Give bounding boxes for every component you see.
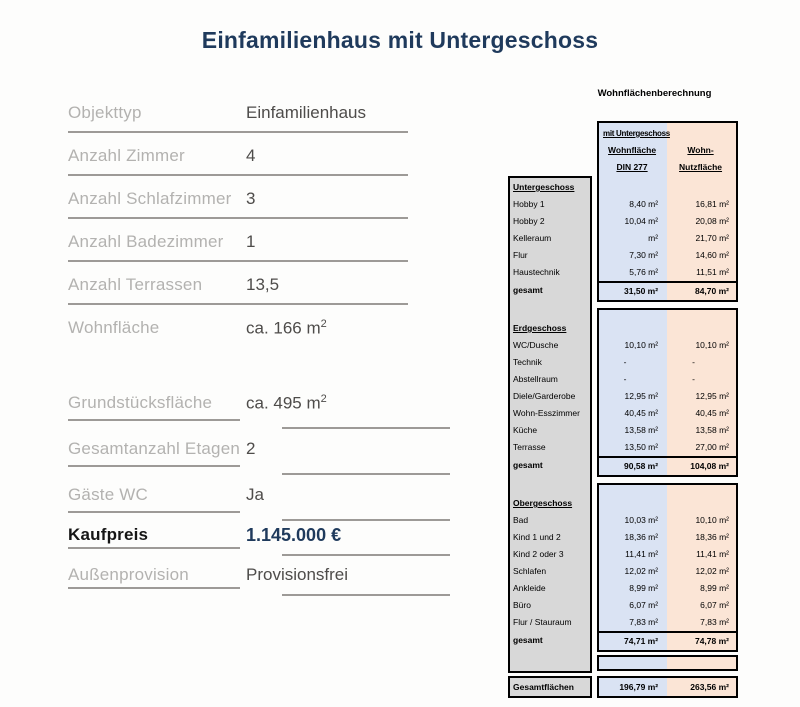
field-label: Anzahl Zimmer: [68, 146, 185, 165]
area-value: m²: [648, 233, 659, 243]
field-row: [68, 388, 450, 434]
room-label: Ankleide: [513, 583, 546, 593]
value-underline: [282, 473, 450, 475]
area-value: 104,08 m²: [690, 461, 729, 471]
section-heading: Erdgeschoss: [513, 323, 567, 333]
area-value: [599, 179, 665, 196]
header-group-label: mit Untergeschoss: [603, 129, 670, 138]
grand-total-values: [597, 676, 738, 698]
room-label: Diele/Garderobe: [513, 391, 576, 401]
area-value: 21,70 m²: [695, 233, 729, 243]
area-value: 7,30 m²: [629, 250, 659, 260]
field-row: [68, 520, 450, 560]
area-value: -: [623, 374, 627, 384]
label-underline: [68, 587, 240, 589]
section-heading: Untergeschoss: [513, 182, 575, 192]
section-total-label: gesamt: [513, 635, 543, 645]
room-label: Kind 1 und 2: [513, 532, 561, 542]
area-value: 40,45 m²: [695, 408, 729, 418]
area-value: 8,99 m²: [700, 583, 729, 593]
room-label: Küche: [513, 425, 538, 435]
spacer-row: [597, 655, 738, 671]
area-value: -: [623, 357, 627, 367]
row-underline: [68, 131, 408, 133]
table-row: [599, 439, 736, 456]
table-header: [599, 123, 736, 179]
table-row: [599, 614, 736, 631]
label-underline: [68, 547, 240, 549]
area-value: 11,41 m²: [696, 549, 729, 559]
header-col-din-line2: DIN 277: [616, 162, 648, 172]
field-label: Grundstücksfläche: [68, 393, 213, 412]
area-value: 11,51 m²: [696, 267, 729, 277]
area-value: 12,02 m²: [624, 566, 659, 576]
area-value: [665, 179, 736, 196]
room-label: Terrasse: [513, 442, 546, 452]
table-row: [599, 563, 736, 580]
table-title: Wohnflächenberechnung: [597, 88, 712, 99]
field-label: Objekttyp: [68, 103, 142, 122]
field-group-price: [68, 520, 450, 600]
area-value: 40,45 m²: [624, 408, 659, 418]
table-row: [599, 405, 736, 422]
heading-blank-row: [599, 179, 736, 196]
section-total-row: [599, 281, 736, 300]
area-value: 10,10 m²: [624, 340, 659, 350]
area-value: 18,36 m²: [624, 532, 659, 542]
area-value: 10,04 m²: [624, 216, 659, 226]
area-value: [665, 495, 736, 512]
area-value: 10,10 m²: [695, 340, 729, 350]
table-row: [599, 196, 736, 213]
grand-total-nutz: 263,56 m²: [690, 682, 729, 692]
area-value: 74,78 m²: [694, 636, 729, 646]
field-value: 1: [246, 232, 256, 251]
label-spacer: [510, 475, 590, 495]
field-group-primary: [68, 98, 408, 356]
table-row: [599, 597, 736, 614]
row-underline: [68, 217, 408, 219]
label-underline: [68, 419, 240, 421]
room-label: Flur: [513, 250, 528, 260]
field-row: [68, 184, 408, 227]
room-label: Technik: [513, 357, 542, 367]
field-row: [68, 227, 408, 270]
room-label: Kind 2 oder 3: [513, 549, 564, 559]
area-value: 7,83 m²: [629, 617, 659, 627]
area-value: 31,50 m²: [624, 286, 659, 296]
area-value: 20,08 m²: [695, 216, 729, 226]
value-underline: [282, 554, 450, 556]
header-col-din-line1: Wohnfläche: [608, 145, 657, 155]
grand-total-row: [599, 678, 736, 696]
room-label: Hobby 2: [513, 216, 545, 226]
room-label: Hobby 1: [513, 199, 545, 209]
field-value: 4: [246, 146, 256, 165]
header-col-nutz-line1: Wohn-: [687, 145, 714, 155]
area-value: 13,58 m²: [624, 425, 659, 435]
field-label: Anzahl Terrassen: [68, 275, 203, 294]
table-row: [599, 580, 736, 597]
page-title: Einfamilienhaus mit Untergeschoss: [201, 27, 599, 53]
area-value: 18,36 m²: [695, 532, 729, 542]
row-underline: [68, 260, 408, 262]
field-value: 2: [246, 439, 256, 458]
room-label: Haustechnik: [513, 267, 560, 277]
table-row: [599, 337, 736, 354]
area-value: 90,58 m²: [624, 461, 659, 471]
field-label: Gesamtanzahl Etagen: [68, 439, 241, 458]
area-value: -: [692, 374, 695, 384]
table-row: [599, 388, 736, 405]
heading-blank-row: [599, 495, 736, 512]
grand-total-label: Gesamtflächen: [508, 676, 592, 698]
field-row: [68, 434, 450, 480]
area-value: 13,50 m²: [624, 442, 659, 452]
area-value: -: [692, 357, 695, 367]
area-value: 12,95 m²: [624, 391, 659, 401]
field-label: Kaufpreis: [68, 525, 149, 544]
label-spacer: [510, 300, 590, 320]
value-section-erdgeschoss: [597, 308, 738, 477]
field-value: ca. 166 $m^2$: [246, 318, 327, 338]
label-underline: [68, 465, 240, 467]
room-label: Wohn-Esszimmer: [513, 408, 580, 418]
area-value: 7,83 m²: [700, 617, 729, 627]
section-total-label: gesamt: [513, 285, 543, 295]
room-label: Büro: [513, 600, 531, 610]
area-value: 13,58 m²: [695, 425, 729, 435]
header-col-nutz-line2: Nutzfläche: [679, 162, 723, 172]
area-value: 12,02 m²: [695, 566, 729, 576]
field-label: Anzahl Badezimmer: [68, 232, 224, 251]
table-row: [599, 213, 736, 230]
area-value: [665, 320, 736, 337]
field-row: [68, 270, 408, 313]
field-value: Provisionsfrei: [246, 565, 349, 584]
field-value: 13,5: [246, 275, 280, 294]
field-label: Wohnfläche: [68, 318, 160, 337]
grand-total-din: 196,79 m²: [619, 682, 659, 692]
area-value: 11,41 m²: [625, 549, 659, 559]
area-value: 16,81 m²: [695, 199, 729, 209]
area-value: 14,60 m²: [695, 250, 729, 260]
value-underline: [282, 427, 450, 429]
field-label: Gäste WC: [68, 485, 149, 504]
area-value: [599, 320, 665, 337]
room-label: Flur / Stauraum: [513, 617, 572, 627]
area-value: 12,95 m²: [695, 391, 729, 401]
area-value: [599, 495, 665, 512]
value-section-obergeschoss: [597, 483, 738, 652]
field-row: [68, 313, 408, 356]
table-row: [599, 371, 736, 388]
table-row: [599, 264, 736, 281]
table-row: [599, 354, 736, 371]
room-label: Abstellraum: [513, 374, 558, 384]
area-value: 8,99 m²: [629, 583, 659, 593]
area-value: 27,00 m²: [695, 442, 729, 452]
room-label-column: [508, 176, 592, 673]
area-value: 10,10 m²: [695, 515, 729, 525]
table-row: [599, 529, 736, 546]
area-value: 8,40 m²: [629, 199, 659, 209]
row-underline: [68, 303, 408, 305]
area-value: 74,71 m²: [624, 636, 659, 646]
field-group-secondary: [68, 388, 450, 526]
field-value: 3: [246, 189, 256, 208]
table-row: [599, 247, 736, 264]
section-total-row: [599, 456, 736, 475]
row-underline: [68, 174, 408, 176]
heading-blank-row: [599, 320, 736, 337]
field-value: 1.145.000 €: [246, 525, 342, 545]
area-value: 10,03 m²: [624, 515, 659, 525]
area-value: 5,76 m²: [629, 267, 659, 277]
field-value: Einfamilienhaus: [246, 103, 367, 122]
field-row: [68, 98, 408, 141]
field-label: Anzahl Schlafzimmer: [68, 189, 232, 208]
room-label: WC/Dusche: [513, 340, 559, 350]
area-calculation-table: [508, 88, 750, 707]
field-label: Außenprovision: [68, 565, 189, 584]
table-row: [599, 422, 736, 439]
field-value: ca. 495 $m^2$: [246, 393, 327, 413]
room-label: Bad: [513, 515, 529, 525]
field-row: [68, 560, 450, 600]
field-row: [68, 141, 408, 184]
room-label: Kelleraum: [513, 233, 552, 243]
table-row: [599, 230, 736, 247]
label-underline: [68, 511, 240, 513]
value-underline: [282, 594, 450, 596]
table-row: [599, 546, 736, 563]
area-value: 6,07 m²: [700, 600, 729, 610]
section-total-label: gesamt: [513, 460, 543, 470]
area-value: 84,70 m²: [694, 286, 729, 296]
value-section-untergeschoss: [597, 121, 738, 302]
section-heading: Obergeschoss: [513, 498, 573, 508]
section-total-row: [599, 631, 736, 650]
field-value: Ja: [246, 485, 264, 504]
area-value: 6,07 m²: [629, 600, 659, 610]
table-row: [599, 512, 736, 529]
room-label: Schlafen: [513, 566, 547, 576]
